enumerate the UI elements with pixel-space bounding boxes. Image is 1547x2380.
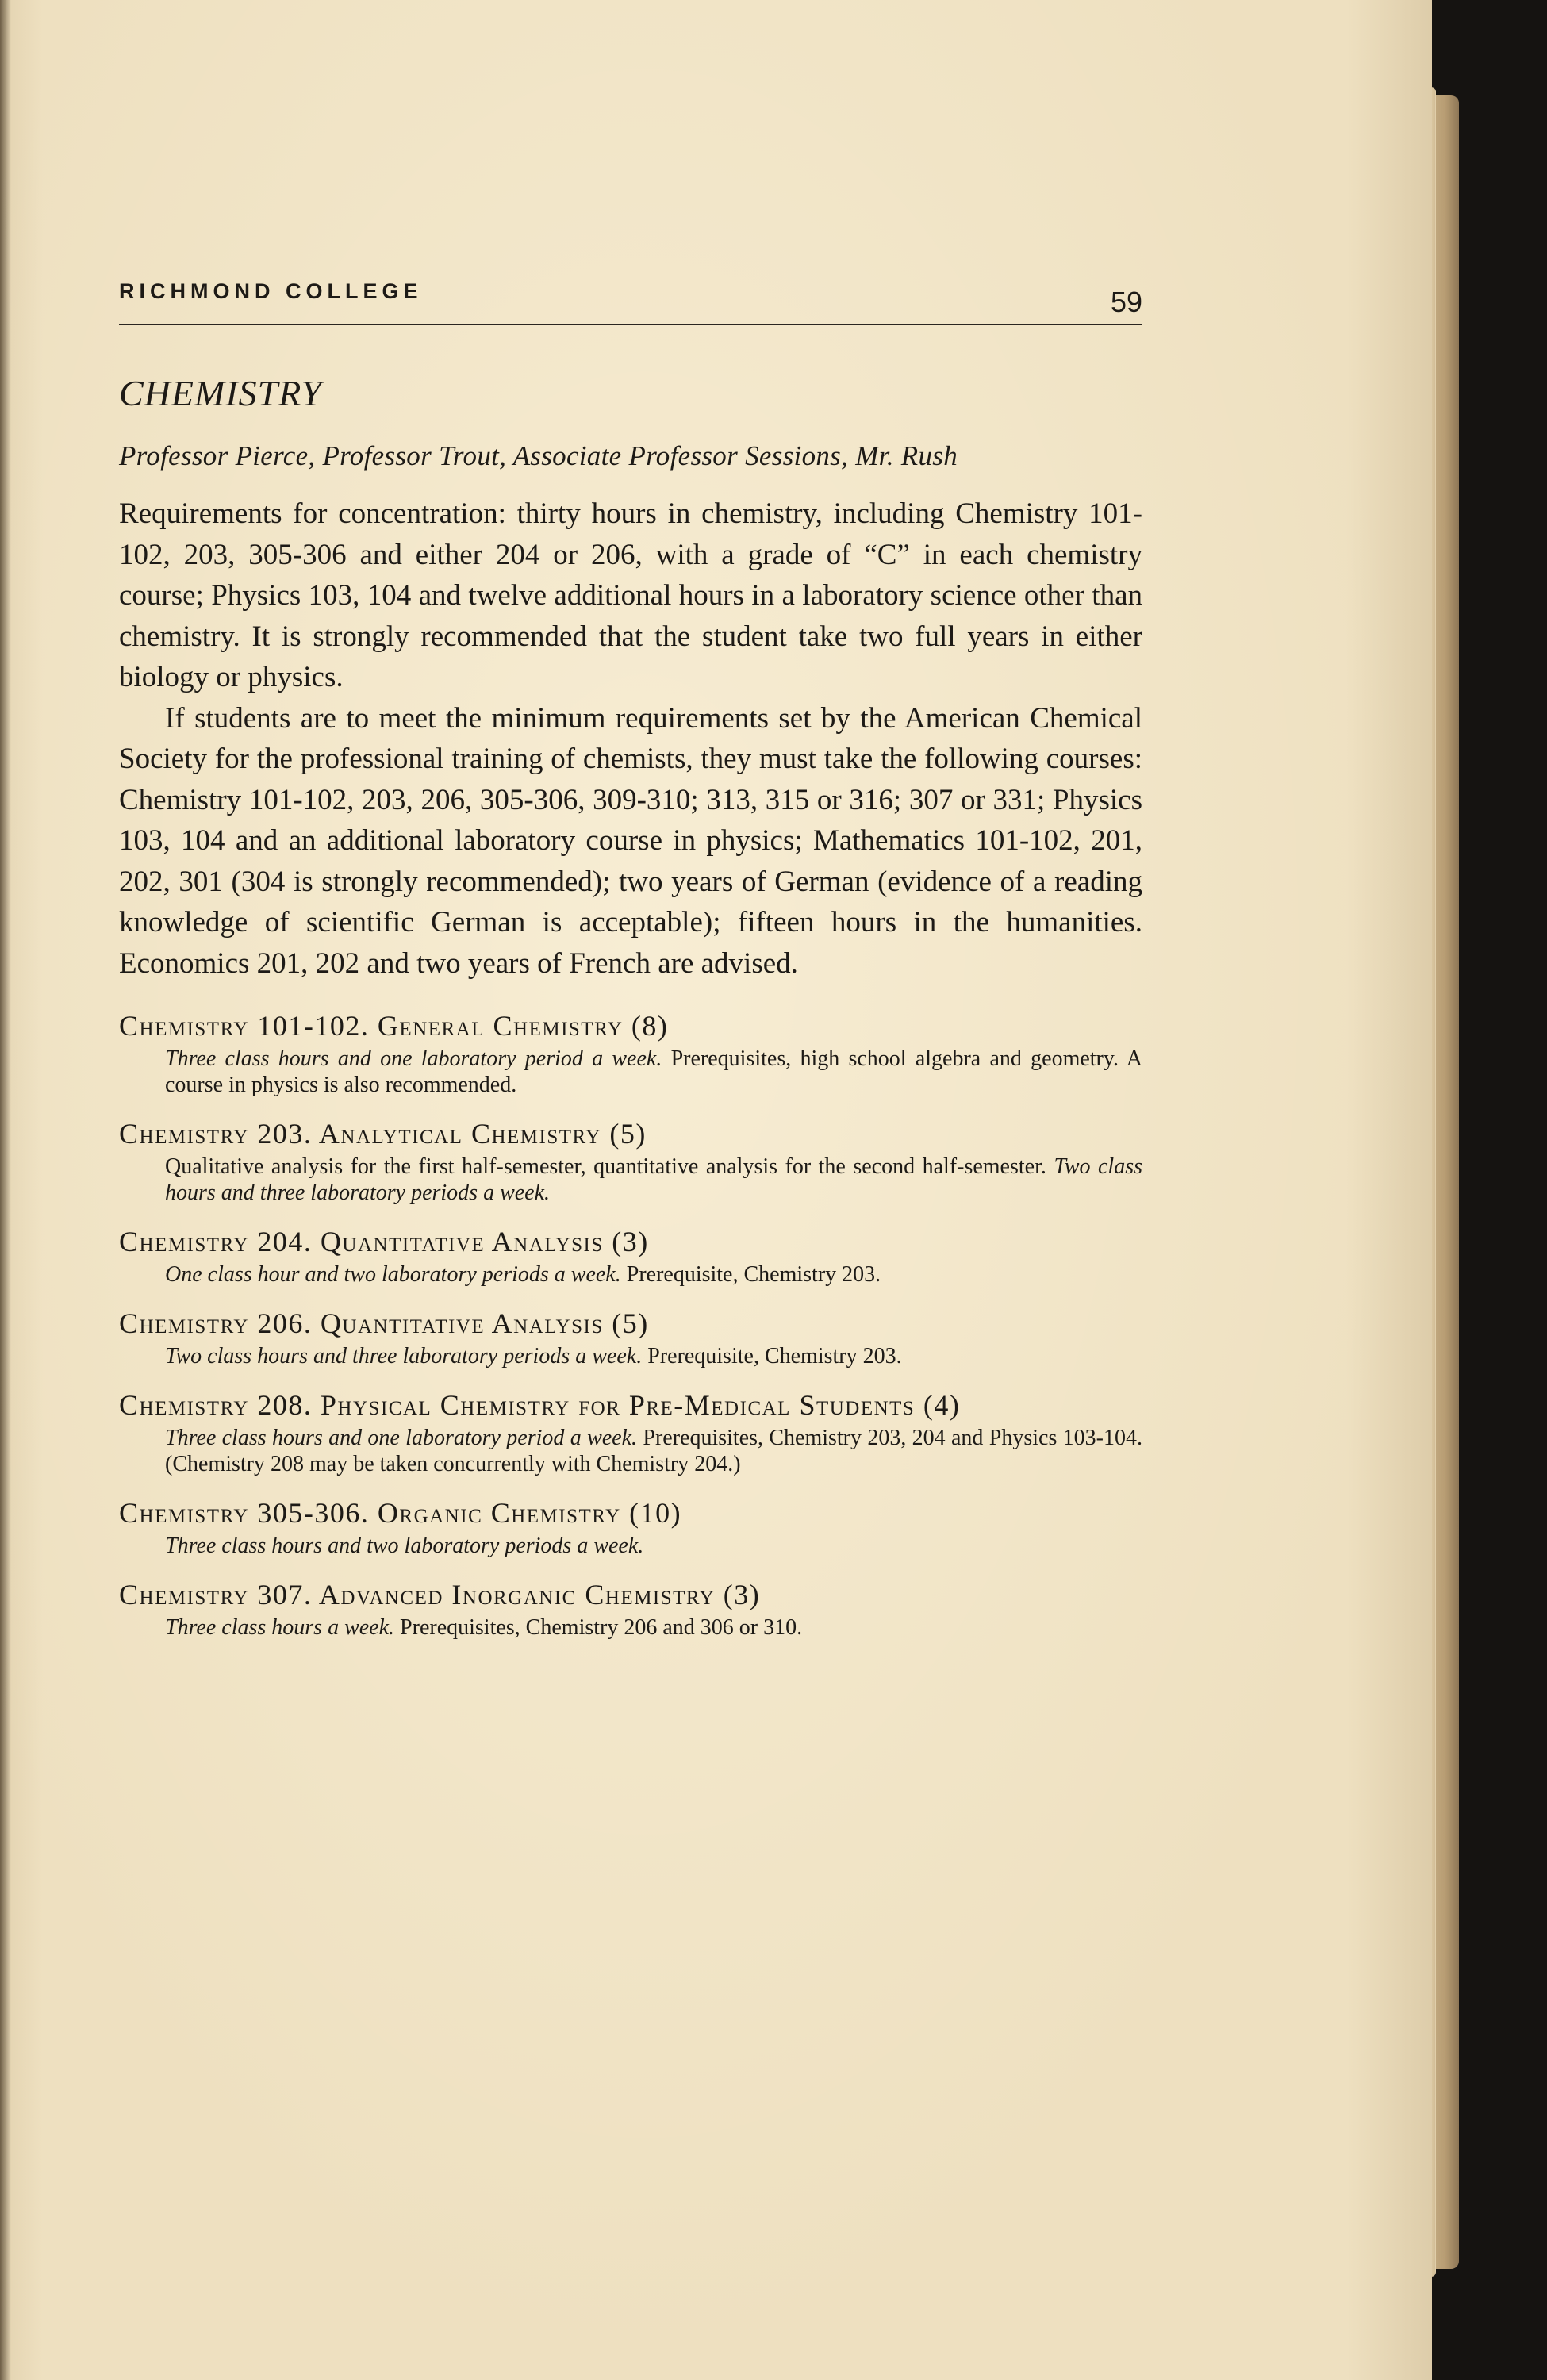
course-content: Qualitative analysis for the first half-semester, quantitative analysis for the second half-semester. [165,1154,1054,1180]
course-schedule: Two class hours and three laboratory periods a week. [165,1344,643,1369]
course-schedule: Three class hours and one laboratory period a week. [165,1426,638,1451]
faculty-list: Professor Pierce, Professor Trout, Associate Professor Sessions, Mr. Rush [119,440,958,472]
course-heading: Chemistry 204. Quantitative Analysis (3) [119,1226,649,1258]
course-schedule: Two class hours and three laboratory periods a week. [165,1154,1142,1206]
course-description [165,1154,1142,1206]
course-prerequisites: Prerequisites, high school algebra and geometry. A course in physics is also recommended. [165,1046,1142,1098]
course-description [165,1261,1142,1288]
course-heading: Chemistry 206. Quantitative Analysis (5) [119,1307,649,1340]
course-entry [119,1303,1142,1369]
course-description [165,1425,1142,1477]
course-entry [119,1006,1142,1098]
concentration-paragraph: Requirements for concentration: thirty hours in chemistry, including Chemistry 101-102, 203, 305-306 and either 204 or 206, with a grade of “C” in each chemistry course; Physics 103, 104 and twelve additional hours in a laboratory science other than chemistry. It is strongly recommended that the student take two full years in either biology or physics. [119,497,1142,694]
course-schedule: Three class hours and one laboratory period a week. [165,1046,662,1072]
course-schedule: Three class hours a week. [165,1615,395,1641]
course-entry [119,1114,1142,1206]
header-rule [119,324,1142,325]
course-entry [119,1222,1142,1288]
section-title: CHEMISTRY [119,373,323,413]
course-prerequisites: Prerequisite, Chemistry 203. [620,1262,881,1288]
running-head [119,262,1142,317]
course-entry [119,1493,1142,1559]
running-title: RICHMOND COLLEGE [119,279,423,303]
course-list [119,1006,1142,1641]
course-description [165,1614,1142,1641]
course-schedule: One class hour and two laboratory periods a week. [165,1262,621,1288]
course-entry [119,1575,1142,1641]
course-heading: Chemistry 307. Advanced Inorganic Chemistry (3) [119,1579,761,1611]
course-schedule: Three class hours and two laboratory periods a week. [165,1534,644,1559]
page-content [119,262,1142,1656]
course-entry [119,1385,1142,1477]
gutter-shadow [0,0,11,2380]
course-description [165,1046,1142,1098]
course-prerequisites: Prerequisites, Chemistry 203, 204 and Physics 103-104. (Chemistry 208 may be taken concurrently with Chemistry 204.) [165,1426,1142,1477]
acs-requirements-paragraph: If students are to meet the minimum requirements set by the American Chemical Society for the professional training of chemists, they must take the following courses: Chemistry 101-102, 203, 206, 305-306, 309-310; 313, 315 or 316; 307 or 331; Physics 103, 104 and an additional laboratory course in physics; Mathematics 101-102, 201, 202, 301 (304 is strongly recommended); two years of German (evidence of a reading knowledge of scientific German is acceptable); fifteen hours in the humanities. Economics 201, 202 and two years of French are advised. [119,701,1142,980]
course-description [165,1533,1142,1559]
course-heading: Chemistry 208. Physical Chemistry for Pre-Medical Students (4) [119,1389,961,1422]
page-number: 59 [1110,286,1142,318]
course-prerequisites: Prerequisites, Chemistry 206 and 306 or 310. [394,1615,803,1641]
course-description [165,1343,1142,1369]
course-heading: Chemistry 101-102. General Chemistry (8) [119,1010,669,1042]
course-prerequisites: Prerequisite, Chemistry 203. [642,1344,902,1369]
course-heading: Chemistry 305-306. Organic Chemistry (10) [119,1497,682,1530]
course-heading: Chemistry 203. Analytical Chemistry (5) [119,1118,647,1150]
